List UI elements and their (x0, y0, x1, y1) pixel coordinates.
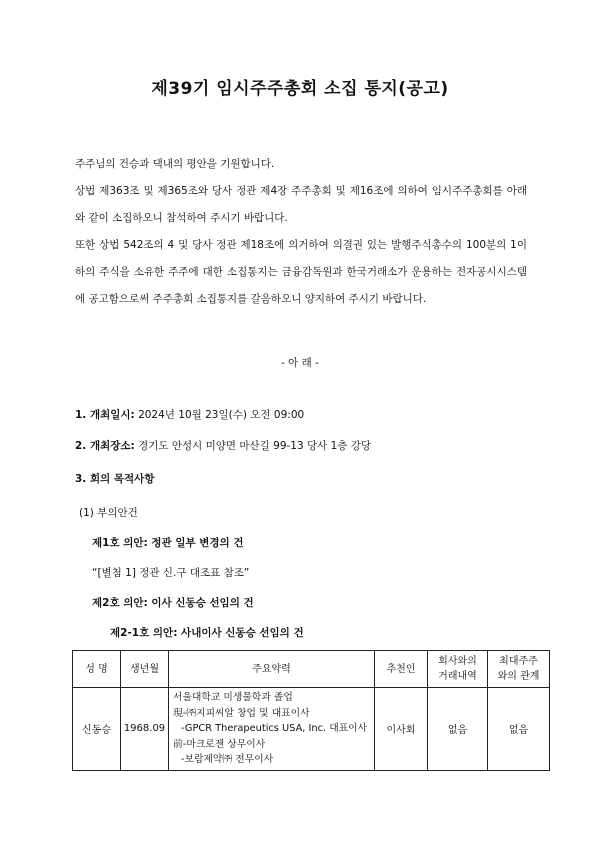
candidate-relation: 없음 (488, 688, 550, 771)
meeting-place-value: 경기도 안성시 미양면 마산길 99-13 당사 1층 강당 (134, 440, 372, 452)
meeting-place-label: 2. 개최장소: (75, 440, 135, 452)
greeting-paragraph: 주주님의 건승과 댁내의 평안을 기원합니다. (75, 158, 275, 170)
electronic-notice-paragraph: 또한 상법 542조의 4 및 당사 정관 제18조에 의거하여 의결권 있는 발행주식총수의 100분의 1이하의 주식을 소유한 주주에 대한 소집통지는 금융감독원과 한국거래소가 운용하는 전자공시시스템에 공고함으로써 주주총회 소집통지를 갈음하오니 양지하여 주시기 바랍니다. (75, 239, 527, 305)
agenda-heading: 3. 회의 목적사항 (75, 473, 155, 485)
candidate-dealings: 없음 (428, 688, 488, 771)
career-line: 前-마크로젠 상무이사 (173, 738, 266, 750)
career-line: -GPCR Therapeutics USA, Inc. 대표이사 (181, 723, 368, 734)
agenda-item-2: 제2호 의안: 이사 신동승 선임의 건 (92, 597, 254, 609)
document-title: 제39기 임시주주총회 소집 통지(공고) (151, 79, 449, 99)
header-relation-line1: 최대주주 (499, 656, 538, 667)
meeting-date (75, 407, 304, 422)
candidate-career (169, 688, 375, 771)
career-line: -보람제약㈜ 전무이사 (181, 754, 274, 765)
below-heading: - 아 래 - (281, 357, 319, 369)
convocation-paragraph: 상법 제363조 및 제365조와 당사 정관 제4장 주주총회 및 제16조에 의하여 임시주주총회를 아래와 같이 소집하오니 참석하여 주시기 바랍니다. (75, 185, 527, 224)
career-line: 서울대학교 미생물학과 졸업 (173, 692, 293, 703)
table-header-row (73, 651, 550, 688)
agenda-item-1: 제1호 의안: 정관 일부 변경의 건 (92, 537, 244, 549)
meeting-date-value: 2024년 10월 23일(수) 오전 09:00 (134, 409, 305, 421)
meeting-date-label: 1. 개최일시: (75, 409, 135, 421)
candidate-table (72, 650, 550, 771)
agenda-sub-heading: (1) 부의안건 (79, 507, 138, 519)
header-name: 성 명 (73, 651, 121, 688)
agenda-item-2-1: 제2-1호 의안: 사내이사 신동승 선임의 건 (110, 627, 304, 639)
career-line: 現-㈜지피씨알 창업 및 대표이사 (173, 707, 310, 719)
candidate-name: 신동승 (73, 688, 121, 771)
candidate-recommender: 이사회 (375, 688, 428, 771)
table-row (73, 688, 550, 771)
header-birth: 생년월 (121, 651, 169, 688)
header-relation (488, 651, 550, 688)
candidate-birth: 1968.09 (121, 688, 169, 771)
header-career: 주요약력 (169, 651, 375, 688)
header-dealings-line1: 회사와의 (438, 656, 477, 667)
meeting-place (75, 438, 371, 453)
agenda-item-1-note: “[별첨 1] 정관 신.구 대조표 참조” (92, 567, 250, 579)
header-dealings (428, 651, 488, 688)
header-relation-line2: 와의 관계 (497, 671, 540, 682)
header-recommender: 추천인 (375, 651, 428, 688)
header-dealings-line2: 거래내역 (438, 671, 477, 682)
